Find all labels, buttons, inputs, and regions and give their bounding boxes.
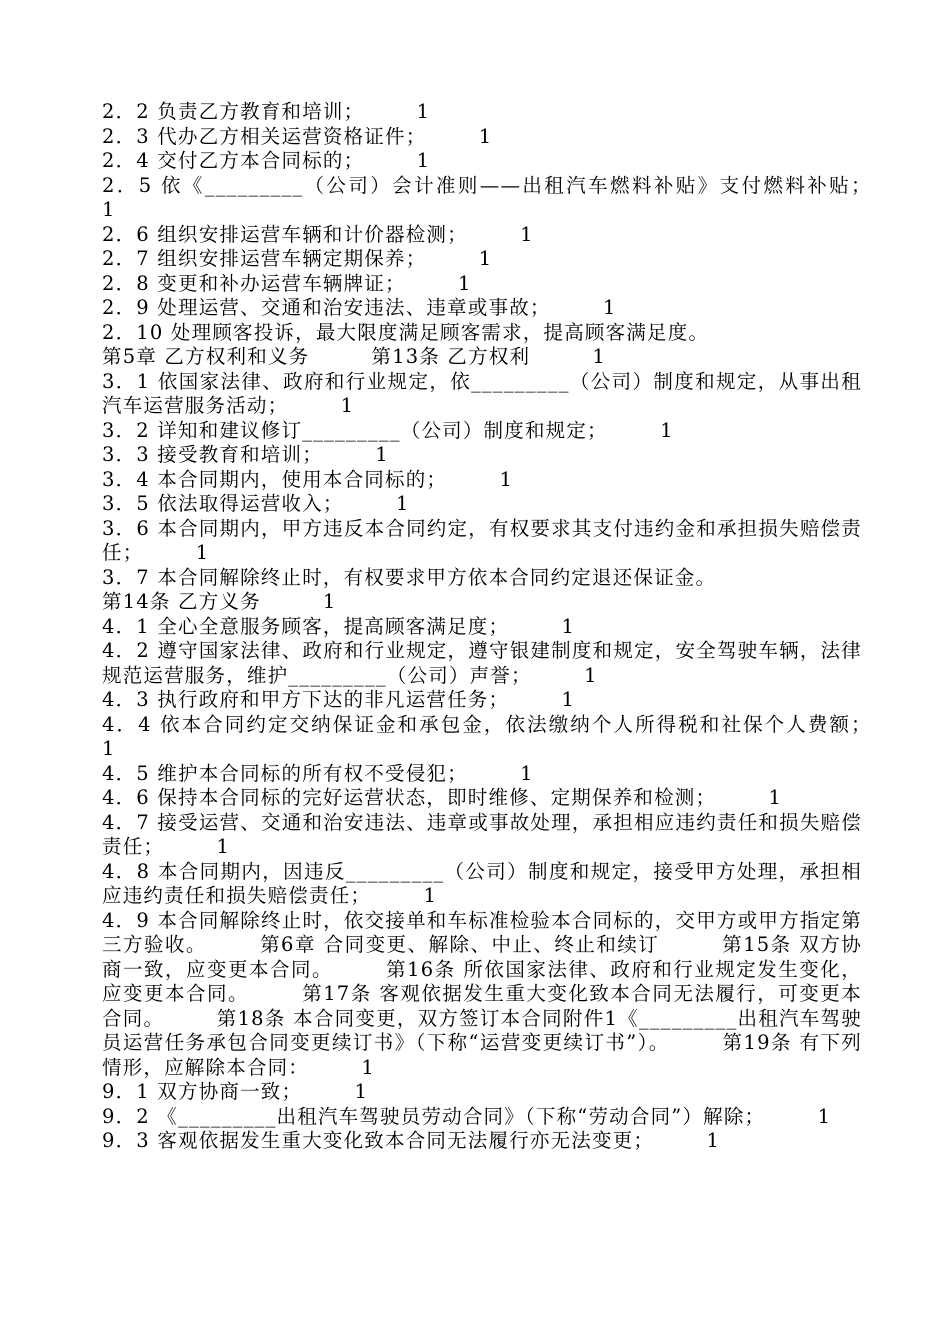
clause-4-4: 4．4 依本合同约定交纳保证金和承包金，依法缴纳个人所得税和社保个人费额； 1 bbox=[102, 712, 925, 760]
clause-4-1: 4．1 全心全意服务顾客，提高顾客满足度； 1 bbox=[102, 614, 576, 638]
clause-4-6: 4．6 保持本合同标的完好运营状态，即时维修、定期保养和检测； 1 bbox=[102, 786, 783, 809]
chapter-5-heading: 第5章 乙方权利和义务 第13条 乙方权利 1 bbox=[102, 345, 606, 368]
clause-3-2: 3．2 详知和建议修订_________（公司）制度和规定； 1 bbox=[102, 418, 674, 442]
clause-4-8: 4．8 本合同期内，因违反_________（公司）制度和规定，接受甲方处理，承担相应违约责任和损失赔偿责任； 1 bbox=[102, 859, 862, 907]
clause-3-4: 3．4 本合同期内，使用本合同标的； 1 bbox=[102, 467, 514, 491]
clause-3-7: 3．7 本合同解除终止时，有权要求甲方依本合同约定退还保证金。 bbox=[102, 565, 717, 589]
clause-4-9-and-chapter-6: 4．9 本合同解除终止时，依交接单和车标准检验本合同标的，交甲方或甲方指定第三方验收。 第6章 合同变更、解除、中止、终止和续订 第15条 双方协商一致，应变更本合同。 第16条 所依国家法律、政府和行业规定发生变化，应变更本合同。 第17条 客观依据发生重大变化致本合同无法履行，可变更本合同。 第18条 本合同变更，双方签订本合同附件1《_________出租汽车驾驶员运营任务承包合同变更续订书》（下称“运营变更续订书”）。 第19条 有下列情形，应解除本合同： 1 bbox=[102, 908, 862, 1079]
clause-3-6: 3．6 本合同期内，甲方违反本合同约定，有权要求其支付违约金和承担损失赔偿责任； 1 bbox=[102, 516, 862, 564]
clause-9-2: 9．2 《_________出租汽车驾驶员劳动合同》（下称“劳动合同”）解除； 1 bbox=[102, 1104, 832, 1128]
clause-3-5: 3．5 依法取得运营收入； 1 bbox=[102, 492, 410, 515]
clause-2-3: 2．3 代办乙方相关运营资格证件； 1 bbox=[102, 124, 493, 148]
clause-2-8: 2．8 变更和补办运营车辆牌证； 1 bbox=[102, 271, 472, 295]
clause-4-3: 4．3 执行政府和甲方下达的非凡运营任务； 1 bbox=[102, 688, 576, 711]
clause-2-5: 2．5 依《_________（公司）会计准则——出租汽车燃料补贴》支付燃料补贴； 1 bbox=[102, 173, 925, 221]
clause-4-7: 4．7 接受运营、交通和治安违法、违章或事故处理，承担相应违约责任和损失赔偿责任； 1 bbox=[102, 810, 862, 858]
clause-4-2: 4．2 遵守国家法律、政府和行业规定，遵守银建制度和规定，安全驾驶车辆，法律规范运营服务，维护_________（公司）声誉； 1 bbox=[102, 639, 862, 687]
document-body bbox=[102, 100, 925, 1154]
clause-2-7: 2．7 组织安排运营车辆定期保养； 1 bbox=[102, 247, 493, 270]
clause-2-10: 2．10 处理顾客投诉，最大限度满足顾客需求，提高顾客满足度。 bbox=[102, 320, 710, 344]
clause-2-9: 2．9 处理运营、交通和治安违法、违章或事故； 1 bbox=[102, 296, 617, 319]
article-14-heading: 第14条 乙方义务 1 bbox=[102, 590, 337, 613]
clause-9-3: 9．3 客观依据发生重大变化致本合同无法履行亦无法变更； 1 bbox=[102, 1129, 721, 1152]
clause-3-3: 3．3 接受教育和培训； 1 bbox=[102, 443, 389, 466]
clause-2-4: 2．4 交付乙方本合同标的； 1 bbox=[102, 149, 431, 172]
clause-9-1: 9．1 双方协商一致； 1 bbox=[102, 1080, 369, 1103]
clause-2-2: 2．2 负责乙方教育和培训； 1 bbox=[102, 100, 431, 123]
clause-4-5: 4．5 维护本合同标的所有权不受侵犯； 1 bbox=[102, 761, 534, 785]
clause-2-6: 2．6 组织安排运营车辆和计价器检测； 1 bbox=[102, 222, 534, 246]
clause-3-1: 3．1 依国家法律、政府和行业规定，依_________（公司）制度和规定，从事出租汽车运营服务活动； 1 bbox=[102, 369, 862, 417]
